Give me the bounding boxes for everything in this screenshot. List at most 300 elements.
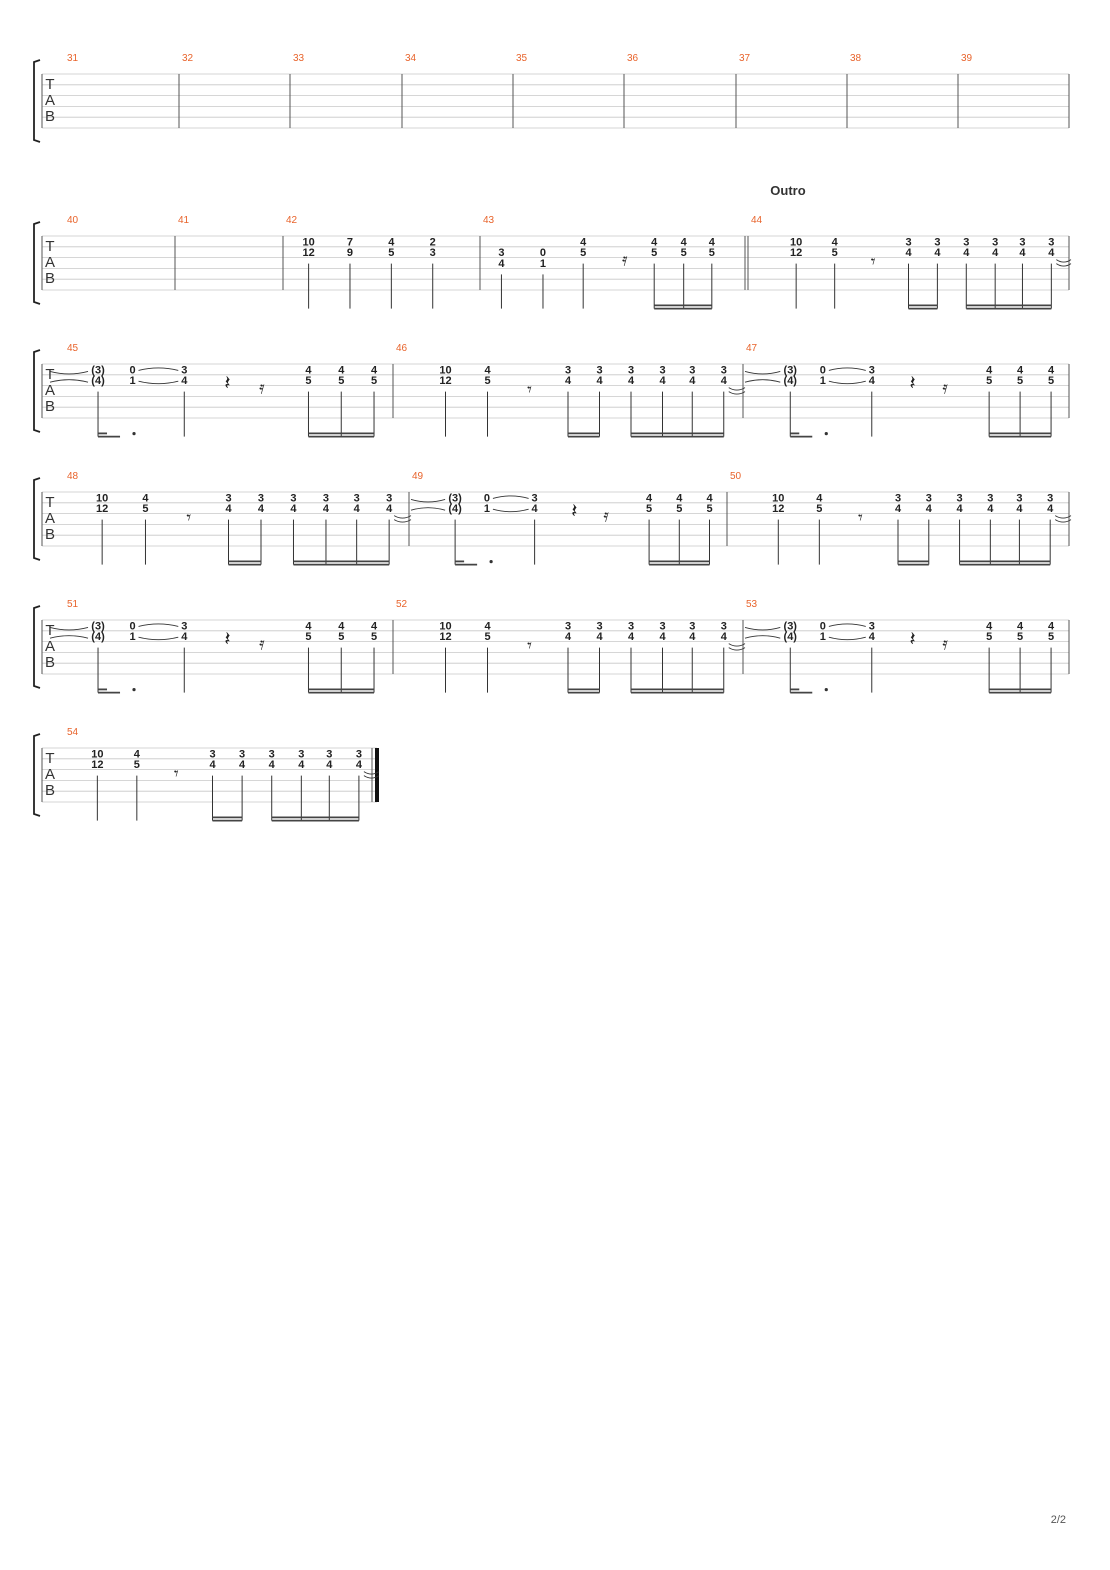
fret-number: 4 — [680, 236, 687, 249]
system-bracket — [34, 606, 40, 688]
fret-number: 1 — [129, 375, 136, 388]
chord — [963, 236, 970, 259]
tab-clef-t: T — [45, 365, 55, 383]
fret-number: 4 — [338, 364, 345, 377]
fret-number: 4 — [831, 236, 838, 249]
section-label: Outro — [770, 183, 806, 198]
fret-number: 5 — [1017, 375, 1024, 388]
rest-sixteenth: 𝄿 — [259, 377, 265, 399]
fret-number: 4 — [326, 759, 333, 772]
fret-number: 4 — [956, 503, 963, 516]
fret-number: 5 — [1048, 631, 1055, 644]
fret-number: 5 — [370, 375, 378, 388]
fret-number: 0 — [819, 364, 826, 377]
tie — [411, 499, 445, 502]
fret-number: 4 — [596, 631, 603, 644]
fret-number: 12 — [96, 503, 109, 516]
fret-number: 4 — [580, 236, 587, 249]
measure-number: 42 — [286, 215, 298, 226]
fret-number: 3 — [1048, 236, 1055, 249]
fret-number: 12 — [790, 247, 803, 260]
fret-number: 3 — [326, 748, 333, 761]
measure-number: 37 — [739, 53, 751, 64]
fret-number: 4 — [181, 631, 188, 644]
chord — [992, 236, 999, 259]
fret-number: 4 — [355, 759, 362, 772]
fret-number: 4 — [894, 503, 902, 516]
fret-number: 3 — [353, 492, 360, 505]
staff-system — [34, 215, 1069, 304]
chord — [96, 492, 108, 515]
chord — [934, 236, 941, 259]
fret-number: 4 — [388, 236, 395, 249]
fret-number: 5 — [708, 247, 715, 260]
chord — [646, 492, 653, 515]
fret-number: 3 — [659, 620, 666, 633]
page-number: 2/2 — [1050, 1514, 1066, 1526]
chord — [326, 748, 333, 771]
rest-sixteenth: 𝄿 — [603, 505, 609, 527]
chord — [689, 364, 696, 387]
chord — [1017, 364, 1024, 387]
tab-clef-a: A — [44, 254, 56, 271]
fret-number: 5 — [831, 247, 838, 260]
tie — [493, 509, 529, 512]
fret-number: 0 — [483, 492, 490, 505]
fret-number: 4 — [925, 503, 932, 516]
tab-clef-a: A — [44, 510, 56, 527]
chord — [354, 492, 361, 515]
chord — [134, 748, 141, 771]
fret-number: 4 — [133, 748, 140, 761]
chord — [596, 620, 603, 643]
fret-number: 5 — [676, 503, 683, 516]
fret-number: 5 — [1017, 631, 1024, 644]
chord — [305, 364, 312, 387]
system-bracket — [34, 60, 40, 142]
fret-number: 10 — [790, 236, 803, 249]
system-bracket — [34, 350, 40, 432]
measure-number: 53 — [746, 599, 758, 610]
rest-quarter: 𝄽 — [224, 626, 231, 651]
fret-number: 10 — [91, 748, 104, 761]
chord — [347, 236, 353, 259]
chord — [209, 748, 216, 771]
fret-number: 4 — [720, 375, 727, 388]
fret-number: 4 — [1019, 247, 1026, 260]
fret-number: 4 — [225, 503, 232, 516]
fret-number: 4 — [498, 258, 505, 270]
fret-number: 10 — [302, 236, 315, 249]
fret-number: 4 — [564, 375, 572, 388]
tie — [411, 508, 445, 511]
tab-clef-b: B — [44, 782, 56, 800]
tie — [394, 520, 411, 523]
fret-number: 4 — [689, 631, 696, 644]
rest-quarter: 𝄽 — [909, 626, 916, 651]
tie — [50, 380, 88, 383]
fret-number: 3 — [1016, 492, 1023, 505]
fret-number: 10 — [439, 620, 452, 633]
chord — [386, 492, 393, 515]
fret-number: 1 — [819, 631, 826, 644]
measure-number: 44 — [751, 215, 763, 226]
measure-number: 50 — [730, 471, 742, 482]
fret-number: 5 — [680, 247, 687, 260]
fret-number: 4 — [239, 759, 246, 772]
fret-number: 0 — [819, 620, 826, 633]
tie — [139, 381, 179, 384]
fret-number: 3 — [963, 236, 970, 249]
fret-number: 4 — [531, 503, 538, 516]
fret-number: 4 — [386, 503, 393, 516]
rest-sixteenth: 𝄿 — [621, 249, 628, 271]
tab-clef-a: A — [44, 766, 56, 783]
measure-number: 34 — [405, 53, 417, 64]
fret-number: 5 — [651, 247, 658, 260]
fret-number: 5 — [305, 631, 312, 644]
fret-number: 4 — [651, 236, 658, 249]
fret-number: 7 — [346, 236, 354, 249]
fret-number: 3 — [564, 364, 572, 377]
chord — [484, 492, 490, 515]
chord — [784, 364, 798, 387]
fret-number: 5 — [580, 247, 587, 260]
measure-number: 49 — [412, 471, 424, 482]
measure-number: 48 — [67, 471, 79, 482]
rest-quarter: 𝄽 — [224, 370, 231, 395]
tab-clef-t: T — [45, 621, 55, 639]
chord — [596, 364, 603, 387]
chord — [832, 236, 839, 259]
fret-number: 3 — [689, 620, 696, 633]
fret-number: 4 — [646, 492, 653, 505]
fret-number: 12 — [439, 631, 452, 644]
fret-number: 3 — [257, 492, 265, 505]
rest-eighth: 𝄾 — [186, 507, 192, 529]
fret-number: 3 — [1047, 492, 1054, 505]
tab-clef-t: T — [45, 237, 55, 255]
rest-eighth: 𝄾 — [857, 507, 863, 529]
tab-clef-b: B — [44, 398, 56, 416]
fret-number: (3) — [448, 492, 462, 505]
fret-number: 4 — [986, 620, 993, 633]
chord — [784, 620, 798, 643]
fret-number: 4 — [370, 364, 378, 377]
fret-number: 3 — [934, 236, 941, 249]
fret-number: 3 — [627, 364, 635, 377]
chord — [498, 247, 505, 270]
fret-number: 3 — [268, 748, 275, 761]
chord — [532, 492, 539, 515]
chord — [1047, 492, 1054, 515]
fret-number: 4 — [934, 247, 941, 260]
fret-number: 3 — [181, 364, 188, 377]
fret-number: 4 — [659, 375, 666, 388]
chord — [869, 620, 876, 643]
measure-number: 38 — [850, 53, 862, 64]
chord — [430, 236, 436, 259]
chord — [323, 492, 330, 515]
fret-number: 5 — [338, 631, 345, 644]
chord — [129, 620, 135, 643]
chord — [448, 492, 462, 515]
fret-number: 5 — [133, 759, 140, 772]
fret-number: 3 — [239, 748, 246, 761]
fret-number: 5 — [484, 631, 491, 644]
chord — [484, 620, 491, 643]
chord — [484, 364, 491, 387]
fret-number: 5 — [305, 375, 312, 388]
fret-number: 3 — [564, 620, 572, 633]
tab-clef-t: T — [45, 749, 55, 767]
tie — [50, 627, 88, 630]
fret-number: 4 — [596, 375, 603, 388]
fret-number: 4 — [905, 247, 912, 260]
fret-number: 4 — [484, 364, 491, 377]
fret-number: 3 — [225, 492, 232, 505]
fret-number: 10 — [439, 364, 452, 377]
fret-number: (4) — [783, 631, 797, 644]
tie — [50, 371, 88, 374]
system-bracket — [34, 222, 40, 304]
measure-number: 54 — [67, 727, 79, 738]
fret-number: (4) — [448, 503, 462, 516]
fret-number: 5 — [986, 631, 993, 644]
tie — [50, 636, 88, 639]
measure-number: 51 — [67, 599, 79, 610]
chord — [790, 236, 802, 259]
fret-number: 3 — [894, 492, 902, 505]
fret-number: 4 — [868, 375, 875, 388]
chord — [239, 748, 246, 771]
fret-number: 4 — [1017, 620, 1024, 633]
fret-number: 4 — [627, 631, 635, 644]
fret-number: 5 — [370, 631, 378, 644]
fret-number: 4 — [992, 247, 999, 260]
chord — [580, 236, 587, 259]
chord — [820, 620, 826, 643]
chord — [565, 620, 572, 643]
chord — [659, 620, 666, 643]
measure-number: 40 — [67, 215, 79, 226]
chord — [298, 748, 305, 771]
fret-number: 1 — [483, 503, 490, 516]
fret-number: 4 — [659, 631, 666, 644]
fret-number: 1 — [539, 258, 547, 270]
measure-number: 35 — [516, 53, 528, 64]
fret-number: 3 — [992, 236, 999, 249]
chord — [721, 620, 728, 643]
chord — [709, 236, 716, 259]
fret-number: 3 — [720, 620, 727, 633]
fret-number: 4 — [986, 364, 993, 377]
fret-number: 4 — [209, 759, 216, 772]
rest-eighth: 𝄾 — [527, 379, 532, 401]
fret-number: 4 — [868, 631, 875, 644]
final-bar-thick — [375, 748, 379, 802]
tie — [139, 624, 179, 627]
tab-clef-b: B — [44, 654, 56, 672]
measure-number: 43 — [483, 215, 495, 226]
fret-number: 4 — [963, 247, 970, 260]
chord — [956, 492, 963, 515]
fret-number: 5 — [816, 503, 823, 516]
fret-number: 3 — [181, 620, 188, 633]
fret-number: 1 — [129, 631, 136, 644]
measure-number: 46 — [396, 343, 408, 354]
fret-number: 4 — [708, 236, 715, 249]
measure-number: 41 — [178, 215, 190, 226]
chord — [986, 620, 993, 643]
rest-sixteenth: 𝄿 — [942, 633, 948, 655]
fret-number: 3 — [905, 236, 912, 249]
rest-quarter: 𝄽 — [909, 370, 916, 395]
tie — [745, 627, 780, 630]
tie — [745, 371, 780, 374]
measure-number: 47 — [746, 343, 758, 354]
fret-number: 3 — [689, 364, 696, 377]
chord — [91, 364, 105, 387]
fret-number: 4 — [257, 503, 265, 516]
chord — [181, 364, 188, 387]
fret-number: 4 — [1048, 247, 1055, 260]
fret-number: 4 — [564, 631, 572, 644]
fret-number: 12 — [91, 759, 104, 772]
fret-number: 5 — [484, 375, 491, 388]
chord — [986, 364, 993, 387]
tab-clef-b: B — [44, 108, 56, 126]
staff-system — [34, 53, 1069, 142]
chord — [290, 492, 297, 515]
chord — [1048, 236, 1055, 259]
chord — [129, 364, 135, 387]
fret-number: 3 — [596, 364, 603, 377]
chord — [388, 236, 395, 259]
chord — [302, 236, 314, 259]
fret-number: 3 — [209, 748, 216, 761]
fret-number: 4 — [706, 492, 713, 505]
fret-number: 4 — [338, 620, 345, 633]
fret-number: 3 — [868, 364, 875, 377]
chord — [651, 236, 658, 259]
chord — [269, 748, 276, 771]
chord — [565, 364, 572, 387]
tie — [829, 637, 866, 640]
measure-number: 31 — [67, 53, 79, 64]
tie — [829, 368, 866, 371]
fret-number: 4 — [1048, 620, 1055, 633]
measure-number: 39 — [961, 53, 973, 64]
fret-number: 4 — [720, 631, 727, 644]
tie — [394, 516, 411, 519]
rest-quarter: 𝄽 — [571, 498, 578, 523]
fret-number: 12 — [302, 247, 315, 260]
fret-number: 3 — [386, 492, 393, 505]
fret-number: 2 — [429, 236, 436, 249]
chord — [628, 364, 635, 387]
dot — [132, 688, 135, 691]
tie — [139, 368, 179, 371]
fret-number: 3 — [322, 492, 330, 505]
tie — [829, 624, 866, 627]
chord — [91, 748, 103, 771]
chord — [706, 492, 713, 515]
tab-clef-a: A — [44, 382, 56, 399]
fret-number: (3) — [91, 620, 105, 633]
tab-clef-t: T — [45, 493, 55, 511]
chord — [1017, 620, 1024, 643]
system-bracket — [34, 478, 40, 560]
fret-number: 4 — [322, 503, 330, 516]
tie — [745, 380, 780, 383]
measure-number: 32 — [182, 53, 194, 64]
fret-number: 5 — [388, 247, 395, 260]
fret-number: 10 — [96, 492, 109, 505]
rest-sixteenth: 𝄿 — [942, 377, 948, 399]
fret-number: 9 — [346, 247, 354, 260]
fret-number: 4 — [1017, 364, 1024, 377]
tab-clef-b: B — [44, 270, 56, 288]
tab-clef-a: A — [44, 92, 56, 109]
chord — [439, 364, 451, 387]
fret-number: 3 — [627, 620, 635, 633]
chord — [905, 236, 912, 259]
tie — [493, 496, 529, 499]
chord — [338, 620, 345, 643]
chord — [987, 492, 994, 515]
fret-number: 12 — [772, 503, 785, 516]
fret-number: 4 — [1047, 503, 1054, 516]
chord — [258, 492, 265, 515]
chord — [1048, 620, 1055, 643]
chord — [895, 492, 902, 515]
tie — [745, 636, 780, 639]
tab-clef-b: B — [44, 526, 56, 544]
chord — [628, 620, 635, 643]
fret-number: 3 — [290, 492, 297, 505]
fret-number: 4 — [353, 503, 360, 516]
fret-number: 4 — [816, 492, 823, 505]
measure-number: 45 — [67, 343, 79, 354]
fret-number: 3 — [298, 748, 305, 761]
chord — [371, 620, 378, 643]
fret-number: 3 — [925, 492, 932, 505]
fret-number: 3 — [720, 364, 727, 377]
chord — [1016, 492, 1023, 515]
chord — [689, 620, 696, 643]
fret-number: 3 — [498, 247, 505, 260]
fret-number: 4 — [142, 492, 149, 505]
fret-number: 5 — [142, 503, 149, 516]
fret-number: 3 — [659, 364, 666, 377]
fret-number: 5 — [1048, 375, 1055, 388]
fret-number: 5 — [706, 503, 713, 516]
fret-number: (4) — [91, 375, 105, 388]
chord — [142, 492, 149, 515]
fret-number: 1 — [819, 375, 826, 388]
chord — [540, 247, 546, 270]
fret-number: 0 — [539, 247, 547, 260]
tie — [829, 381, 866, 384]
fret-number: 3 — [1019, 236, 1026, 249]
rest-eighth: 𝄾 — [870, 251, 876, 273]
chord — [1048, 364, 1055, 387]
fret-number: 5 — [986, 375, 993, 388]
rest-sixteenth: 𝄿 — [259, 633, 265, 655]
fret-number: 4 — [298, 759, 305, 772]
fret-number: 4 — [987, 503, 994, 516]
